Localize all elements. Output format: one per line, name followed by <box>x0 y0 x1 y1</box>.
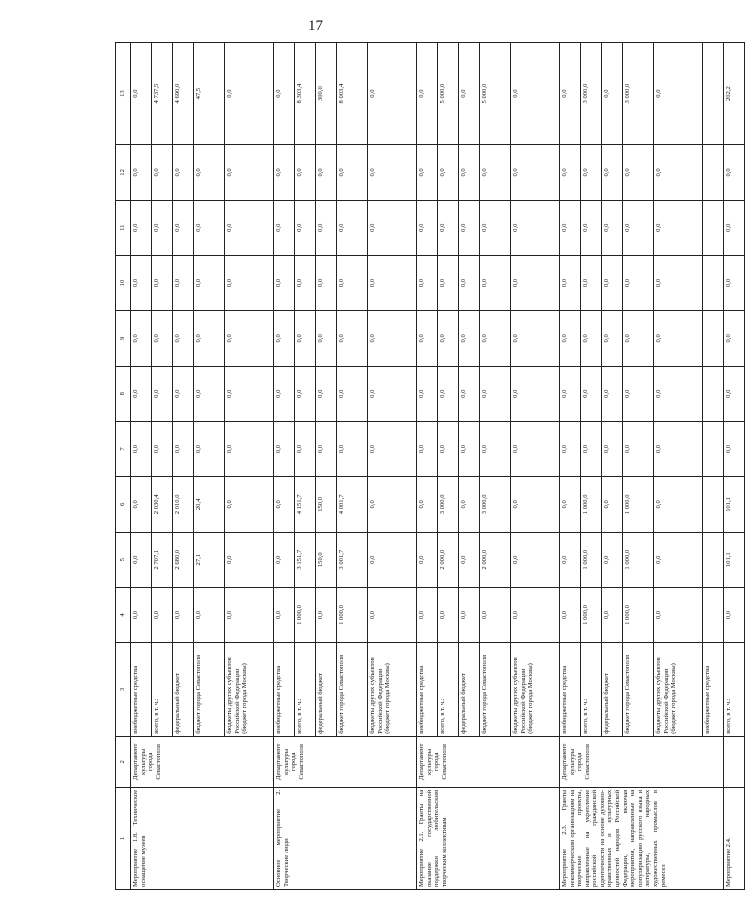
value-col-9: 0,0 <box>194 311 225 366</box>
value-col-4: 0,0 <box>459 587 480 642</box>
value-col-8: 0,0 <box>337 366 368 421</box>
activity-name: Мероприятие 1.8. Техническое оснащение музеев <box>131 787 274 889</box>
value-col-7: 0,0 <box>274 421 295 476</box>
value-col-5: 2 000,0 <box>480 532 511 587</box>
value-col-4: 0,0 <box>480 587 511 642</box>
value-col-10: 0,0 <box>417 255 438 310</box>
header-col-6: 6 <box>116 477 131 532</box>
activity-name: Мероприятие 2.3. Гранты некоммерческим организациям на творческие проекты, направленные на укрепление российской гражданской идентичности на основе духовно-нравственных и культурных ценностей народов Российской Федерации, включая мероприятия, направленные на популяризацию русского языка и литературы, народных художественных промыслов в ремесел <box>560 787 724 889</box>
value-col-13: 0,0 <box>560 43 581 145</box>
value-col-10: 0,0 <box>581 255 602 310</box>
value-col-11: 0,0 <box>173 200 194 255</box>
value-col-7: 0,0 <box>623 421 654 476</box>
value-col-5 <box>703 532 724 587</box>
value-col-8: 0,0 <box>173 366 194 421</box>
value-col-13: 0,0 <box>511 43 560 145</box>
value-col-9: 0,0 <box>274 311 295 366</box>
value-col-13: 47,5 <box>194 43 225 145</box>
value-col-6: 0,0 <box>602 477 623 532</box>
value-col-8: 0,0 <box>480 366 511 421</box>
value-col-10: 0,0 <box>173 255 194 310</box>
value-col-5: 1 000,0 <box>623 532 654 587</box>
value-col-10: 0,0 <box>295 255 316 310</box>
executor: Департамент культуры города Севастополя <box>131 736 274 787</box>
value-col-13: 0,0 <box>459 43 480 145</box>
value-col-10: 0,0 <box>623 255 654 310</box>
value-col-9: 0,0 <box>560 311 581 366</box>
value-col-8: 0,0 <box>316 366 337 421</box>
value-col-9: 0,0 <box>581 311 602 366</box>
value-col-7: 0,0 <box>417 421 438 476</box>
funding-source: бюджеты других субъектов Российской Федерации (бюджет города Москвы) <box>225 643 274 737</box>
value-col-13: 3 000,0 <box>623 43 654 145</box>
value-col-6: 3 000,0 <box>480 477 511 532</box>
value-col-11: 0,0 <box>560 200 581 255</box>
value-col-4: 0,0 <box>274 587 295 642</box>
value-col-7: 0,0 <box>654 421 703 476</box>
value-col-6: 101,1 <box>724 477 745 532</box>
value-col-5: 2 707,1 <box>152 532 173 587</box>
value-col-5: 0,0 <box>225 532 274 587</box>
value-col-13: 0,0 <box>417 43 438 145</box>
executor: Департамент культуры города Севастополя <box>417 736 560 787</box>
value-col-11: 0,0 <box>225 200 274 255</box>
value-col-10: 0,0 <box>274 255 295 310</box>
value-col-6: 0,0 <box>131 477 152 532</box>
value-col-12: 0,0 <box>173 145 194 200</box>
value-col-11: 0,0 <box>581 200 602 255</box>
value-col-5: 2 680,0 <box>173 532 194 587</box>
value-col-4: 0,0 <box>724 587 745 642</box>
funding-source: всего, в т. ч.: <box>438 643 459 737</box>
value-col-11: 0,0 <box>295 200 316 255</box>
value-col-13: 0,0 <box>602 43 623 145</box>
value-col-12: 0,0 <box>131 145 152 200</box>
table-row <box>724 43 745 890</box>
value-col-5: 0,0 <box>417 532 438 587</box>
value-col-7: 0,0 <box>194 421 225 476</box>
value-col-4: 0,0 <box>438 587 459 642</box>
value-col-7: 0,0 <box>602 421 623 476</box>
value-col-7: 0,0 <box>337 421 368 476</box>
value-col-4: 0,0 <box>560 587 581 642</box>
funding-source: бюджет города Севастополя <box>337 643 368 737</box>
value-col-8: 0,0 <box>295 366 316 421</box>
value-col-7: 0,0 <box>724 421 745 476</box>
funding-source: всего, в т. ч.: <box>581 643 602 737</box>
value-col-11 <box>703 200 724 255</box>
value-col-5: 27,1 <box>194 532 225 587</box>
value-col-8: 0,0 <box>654 366 703 421</box>
value-col-8: 0,0 <box>511 366 560 421</box>
value-col-13 <box>703 43 724 145</box>
header-col-12: 12 <box>116 145 131 200</box>
value-col-12: 0,0 <box>581 145 602 200</box>
header-col-10: 10 <box>116 255 131 310</box>
value-col-5: 0,0 <box>368 532 417 587</box>
value-col-12: 0,0 <box>368 145 417 200</box>
value-col-11: 0,0 <box>316 200 337 255</box>
value-col-13: 202,2 <box>724 43 745 145</box>
value-col-13: 0,0 <box>131 43 152 145</box>
header-col-4: 4 <box>116 587 131 642</box>
value-col-8: 0,0 <box>438 366 459 421</box>
funding-source: бюджет города Севастополя <box>480 643 511 737</box>
table-row <box>560 43 581 890</box>
value-col-9: 0,0 <box>602 311 623 366</box>
funding-source: федеральный бюджет <box>459 643 480 737</box>
rotated-budget-table <box>115 42 732 890</box>
value-col-7: 0,0 <box>131 421 152 476</box>
value-col-9: 0,0 <box>337 311 368 366</box>
value-col-10: 0,0 <box>480 255 511 310</box>
value-col-8: 0,0 <box>417 366 438 421</box>
value-col-10: 0,0 <box>438 255 459 310</box>
value-col-6: 0,0 <box>368 477 417 532</box>
value-col-10: 0,0 <box>368 255 417 310</box>
funding-source: внебюджетные средства <box>274 643 295 737</box>
value-col-12: 0,0 <box>438 145 459 200</box>
value-col-13: 8 303,4 <box>295 43 316 145</box>
value-col-12: 0,0 <box>511 145 560 200</box>
funding-source: федеральный бюджет <box>602 643 623 737</box>
value-col-10: 0,0 <box>194 255 225 310</box>
value-col-10: 0,0 <box>337 255 368 310</box>
value-col-5: 0,0 <box>459 532 480 587</box>
value-col-6: 0,0 <box>417 477 438 532</box>
value-col-7: 0,0 <box>173 421 194 476</box>
header-col-2: 2 <box>116 736 131 787</box>
value-col-7: 0,0 <box>480 421 511 476</box>
value-col-4: 0,0 <box>194 587 225 642</box>
value-col-10: 0,0 <box>316 255 337 310</box>
value-col-6: 0,0 <box>511 477 560 532</box>
header-col-3: 3 <box>116 643 131 737</box>
value-col-5: 1 000,0 <box>581 532 602 587</box>
value-col-11: 0,0 <box>131 200 152 255</box>
value-col-11: 0,0 <box>368 200 417 255</box>
value-col-8: 0,0 <box>131 366 152 421</box>
value-col-8: 0,0 <box>225 366 274 421</box>
funding-source: бюджеты других субъектов Российской Федерации (бюджет города Москвы) <box>368 643 417 737</box>
funding-source: внебюджетные средства <box>703 643 724 737</box>
value-col-9: 0,0 <box>173 311 194 366</box>
value-col-9: 0,0 <box>368 311 417 366</box>
funding-source: бюджет города Севастополя <box>623 643 654 737</box>
value-col-10: 0,0 <box>131 255 152 310</box>
value-col-4 <box>703 587 724 642</box>
value-col-7: 0,0 <box>316 421 337 476</box>
value-col-4: 0,0 <box>417 587 438 642</box>
value-col-5: 0,0 <box>654 532 703 587</box>
value-col-9: 0,0 <box>438 311 459 366</box>
value-col-12: 0,0 <box>295 145 316 200</box>
value-col-5: 2 000,0 <box>438 532 459 587</box>
value-col-13: 3 000,0 <box>581 43 602 145</box>
value-col-12 <box>703 145 724 200</box>
value-col-6: 0,0 <box>560 477 581 532</box>
value-col-7: 0,0 <box>438 421 459 476</box>
value-col-13: 5 000,0 <box>438 43 459 145</box>
value-col-9: 0,0 <box>459 311 480 366</box>
value-col-10: 0,0 <box>654 255 703 310</box>
value-col-8: 0,0 <box>368 366 417 421</box>
value-col-11: 0,0 <box>274 200 295 255</box>
value-col-8: 0,0 <box>724 366 745 421</box>
value-col-6 <box>703 477 724 532</box>
value-col-8: 0,0 <box>581 366 602 421</box>
table-row <box>274 43 295 890</box>
value-col-6: 4 001,7 <box>337 477 368 532</box>
value-col-12: 0,0 <box>459 145 480 200</box>
header-col-9: 9 <box>116 311 131 366</box>
value-col-13: 5 000,0 <box>480 43 511 145</box>
value-col-6: 4 151,7 <box>295 477 316 532</box>
value-col-8: 0,0 <box>602 366 623 421</box>
value-col-6: 0,0 <box>459 477 480 532</box>
value-col-5: 101,1 <box>724 532 745 587</box>
value-col-4: 0,0 <box>316 587 337 642</box>
value-col-8: 0,0 <box>194 366 225 421</box>
header-col-11: 11 <box>116 200 131 255</box>
header-col-7: 7 <box>116 421 131 476</box>
value-col-13: 0,0 <box>368 43 417 145</box>
value-col-9: 0,0 <box>225 311 274 366</box>
value-col-11: 0,0 <box>194 200 225 255</box>
value-col-8 <box>703 366 724 421</box>
value-col-11: 0,0 <box>480 200 511 255</box>
funding-source: бюджеты других субъектов Российской Федерации (бюджет города Москвы) <box>511 643 560 737</box>
executor: Департамент культуры города Севастополя <box>560 736 724 787</box>
value-col-12: 0,0 <box>152 145 173 200</box>
value-col-7: 0,0 <box>511 421 560 476</box>
value-col-11: 0,0 <box>602 200 623 255</box>
funding-source: внебюджетные средства <box>131 643 152 737</box>
activity-name: Мероприятие 2.1. Гранты на оказание государственной поддержки любительским творческим коллективам <box>417 787 560 889</box>
value-col-12: 0,0 <box>194 145 225 200</box>
value-col-9 <box>703 311 724 366</box>
value-col-6: 1 000,0 <box>623 477 654 532</box>
value-col-7: 0,0 <box>295 421 316 476</box>
funding-source: внебюджетные средства <box>560 643 581 737</box>
value-col-9: 0,0 <box>654 311 703 366</box>
value-col-8: 0,0 <box>459 366 480 421</box>
funding-source: бюджеты других субъектов Российской Федерации (бюджет города Москвы) <box>654 643 703 737</box>
value-col-12: 0,0 <box>480 145 511 200</box>
value-col-11: 0,0 <box>724 200 745 255</box>
value-col-6: 1 000,0 <box>581 477 602 532</box>
executor <box>724 736 745 787</box>
activity-name: Основное мероприятие 2. Творческие люди <box>274 787 417 889</box>
value-col-12: 0,0 <box>623 145 654 200</box>
funding-source: федеральный бюджет <box>316 643 337 737</box>
value-col-7: 0,0 <box>152 421 173 476</box>
value-col-5: 150,0 <box>316 532 337 587</box>
value-col-7: 0,0 <box>560 421 581 476</box>
value-col-12: 0,0 <box>337 145 368 200</box>
header-col-8: 8 <box>116 366 131 421</box>
value-col-4: 1 000,0 <box>581 587 602 642</box>
value-col-13: 0,0 <box>274 43 295 145</box>
value-col-11: 0,0 <box>438 200 459 255</box>
value-col-6: 20,4 <box>194 477 225 532</box>
funding-source: всего, в т. ч.: <box>152 643 173 737</box>
value-col-11: 0,0 <box>459 200 480 255</box>
value-col-12: 0,0 <box>560 145 581 200</box>
header-col-1: 1 <box>116 787 131 889</box>
value-col-6: 0,0 <box>274 477 295 532</box>
value-col-12: 0,0 <box>724 145 745 200</box>
value-col-12: 0,0 <box>417 145 438 200</box>
value-col-6: 0,0 <box>654 477 703 532</box>
value-col-4: 1 000,0 <box>295 587 316 642</box>
value-col-11: 0,0 <box>152 200 173 255</box>
value-col-11: 0,0 <box>337 200 368 255</box>
executor: Департамент культуры города Севастополя <box>274 736 417 787</box>
value-col-4: 0,0 <box>173 587 194 642</box>
value-col-10: 0,0 <box>724 255 745 310</box>
value-col-10 <box>703 255 724 310</box>
value-col-10: 0,0 <box>511 255 560 310</box>
value-col-9: 0,0 <box>131 311 152 366</box>
value-col-8: 0,0 <box>274 366 295 421</box>
value-col-9: 0,0 <box>511 311 560 366</box>
value-col-9: 0,0 <box>623 311 654 366</box>
page-number: 17 <box>308 18 323 34</box>
value-col-5: 3 001,7 <box>337 532 368 587</box>
value-col-5: 0,0 <box>602 532 623 587</box>
value-col-7: 0,0 <box>459 421 480 476</box>
value-col-4: 0,0 <box>152 587 173 642</box>
value-col-11: 0,0 <box>654 200 703 255</box>
value-col-4: 1 000,0 <box>337 587 368 642</box>
value-col-13: 4 690,0 <box>173 43 194 145</box>
value-col-5: 0,0 <box>131 532 152 587</box>
table-row <box>417 43 438 890</box>
value-col-6: 150,0 <box>316 477 337 532</box>
funding-source: всего, в т. ч.: <box>295 643 316 737</box>
value-col-12: 0,0 <box>274 145 295 200</box>
value-col-7: 0,0 <box>225 421 274 476</box>
value-col-5: 0,0 <box>560 532 581 587</box>
value-col-13: 8 003,4 <box>337 43 368 145</box>
value-col-6: 2 010,0 <box>173 477 194 532</box>
value-col-7: 0,0 <box>581 421 602 476</box>
value-col-9: 0,0 <box>480 311 511 366</box>
table-row <box>131 43 152 890</box>
header-col-13: 13 <box>116 43 131 145</box>
value-col-9: 0,0 <box>724 311 745 366</box>
header-row <box>116 43 131 890</box>
value-col-12: 0,0 <box>225 145 274 200</box>
value-col-6: 3 000,0 <box>438 477 459 532</box>
value-col-4: 0,0 <box>225 587 274 642</box>
value-col-5: 3 151,7 <box>295 532 316 587</box>
value-col-10: 0,0 <box>602 255 623 310</box>
value-col-10: 0,0 <box>459 255 480 310</box>
value-col-5: 0,0 <box>511 532 560 587</box>
value-col-4: 1 000,0 <box>623 587 654 642</box>
value-col-10: 0,0 <box>152 255 173 310</box>
value-col-4: 0,0 <box>602 587 623 642</box>
value-col-8: 0,0 <box>152 366 173 421</box>
value-col-7 <box>703 421 724 476</box>
value-col-13: 300,0 <box>316 43 337 145</box>
value-col-10: 0,0 <box>225 255 274 310</box>
value-col-11: 0,0 <box>623 200 654 255</box>
value-col-6: 0,0 <box>225 477 274 532</box>
value-col-9: 0,0 <box>295 311 316 366</box>
value-col-8: 0,0 <box>560 366 581 421</box>
value-col-9: 0,0 <box>152 311 173 366</box>
value-col-8: 0,0 <box>623 366 654 421</box>
value-col-12: 0,0 <box>316 145 337 200</box>
funding-source: бюджет города Севастополя <box>194 643 225 737</box>
funding-source: внебюджетные средства <box>417 643 438 737</box>
value-col-4: 0,0 <box>368 587 417 642</box>
funding-source: всего, в т. ч.: <box>724 643 745 737</box>
value-col-9: 0,0 <box>417 311 438 366</box>
value-col-13: 0,0 <box>654 43 703 145</box>
value-col-7: 0,0 <box>368 421 417 476</box>
value-col-4: 0,0 <box>654 587 703 642</box>
value-col-9: 0,0 <box>316 311 337 366</box>
header-col-5: 5 <box>116 532 131 587</box>
value-col-12: 0,0 <box>654 145 703 200</box>
value-col-11: 0,0 <box>417 200 438 255</box>
value-col-12: 0,0 <box>602 145 623 200</box>
activity-name: Мероприятие 2.4. <box>724 787 745 889</box>
value-col-4: 0,0 <box>511 587 560 642</box>
value-col-13: 4 737,5 <box>152 43 173 145</box>
value-col-11: 0,0 <box>511 200 560 255</box>
value-col-13: 0,0 <box>225 43 274 145</box>
value-col-6: 2 030,4 <box>152 477 173 532</box>
budget-table <box>115 42 745 890</box>
value-col-5: 0,0 <box>274 532 295 587</box>
funding-source: федеральный бюджет <box>173 643 194 737</box>
value-col-10: 0,0 <box>560 255 581 310</box>
value-col-4: 0,0 <box>131 587 152 642</box>
